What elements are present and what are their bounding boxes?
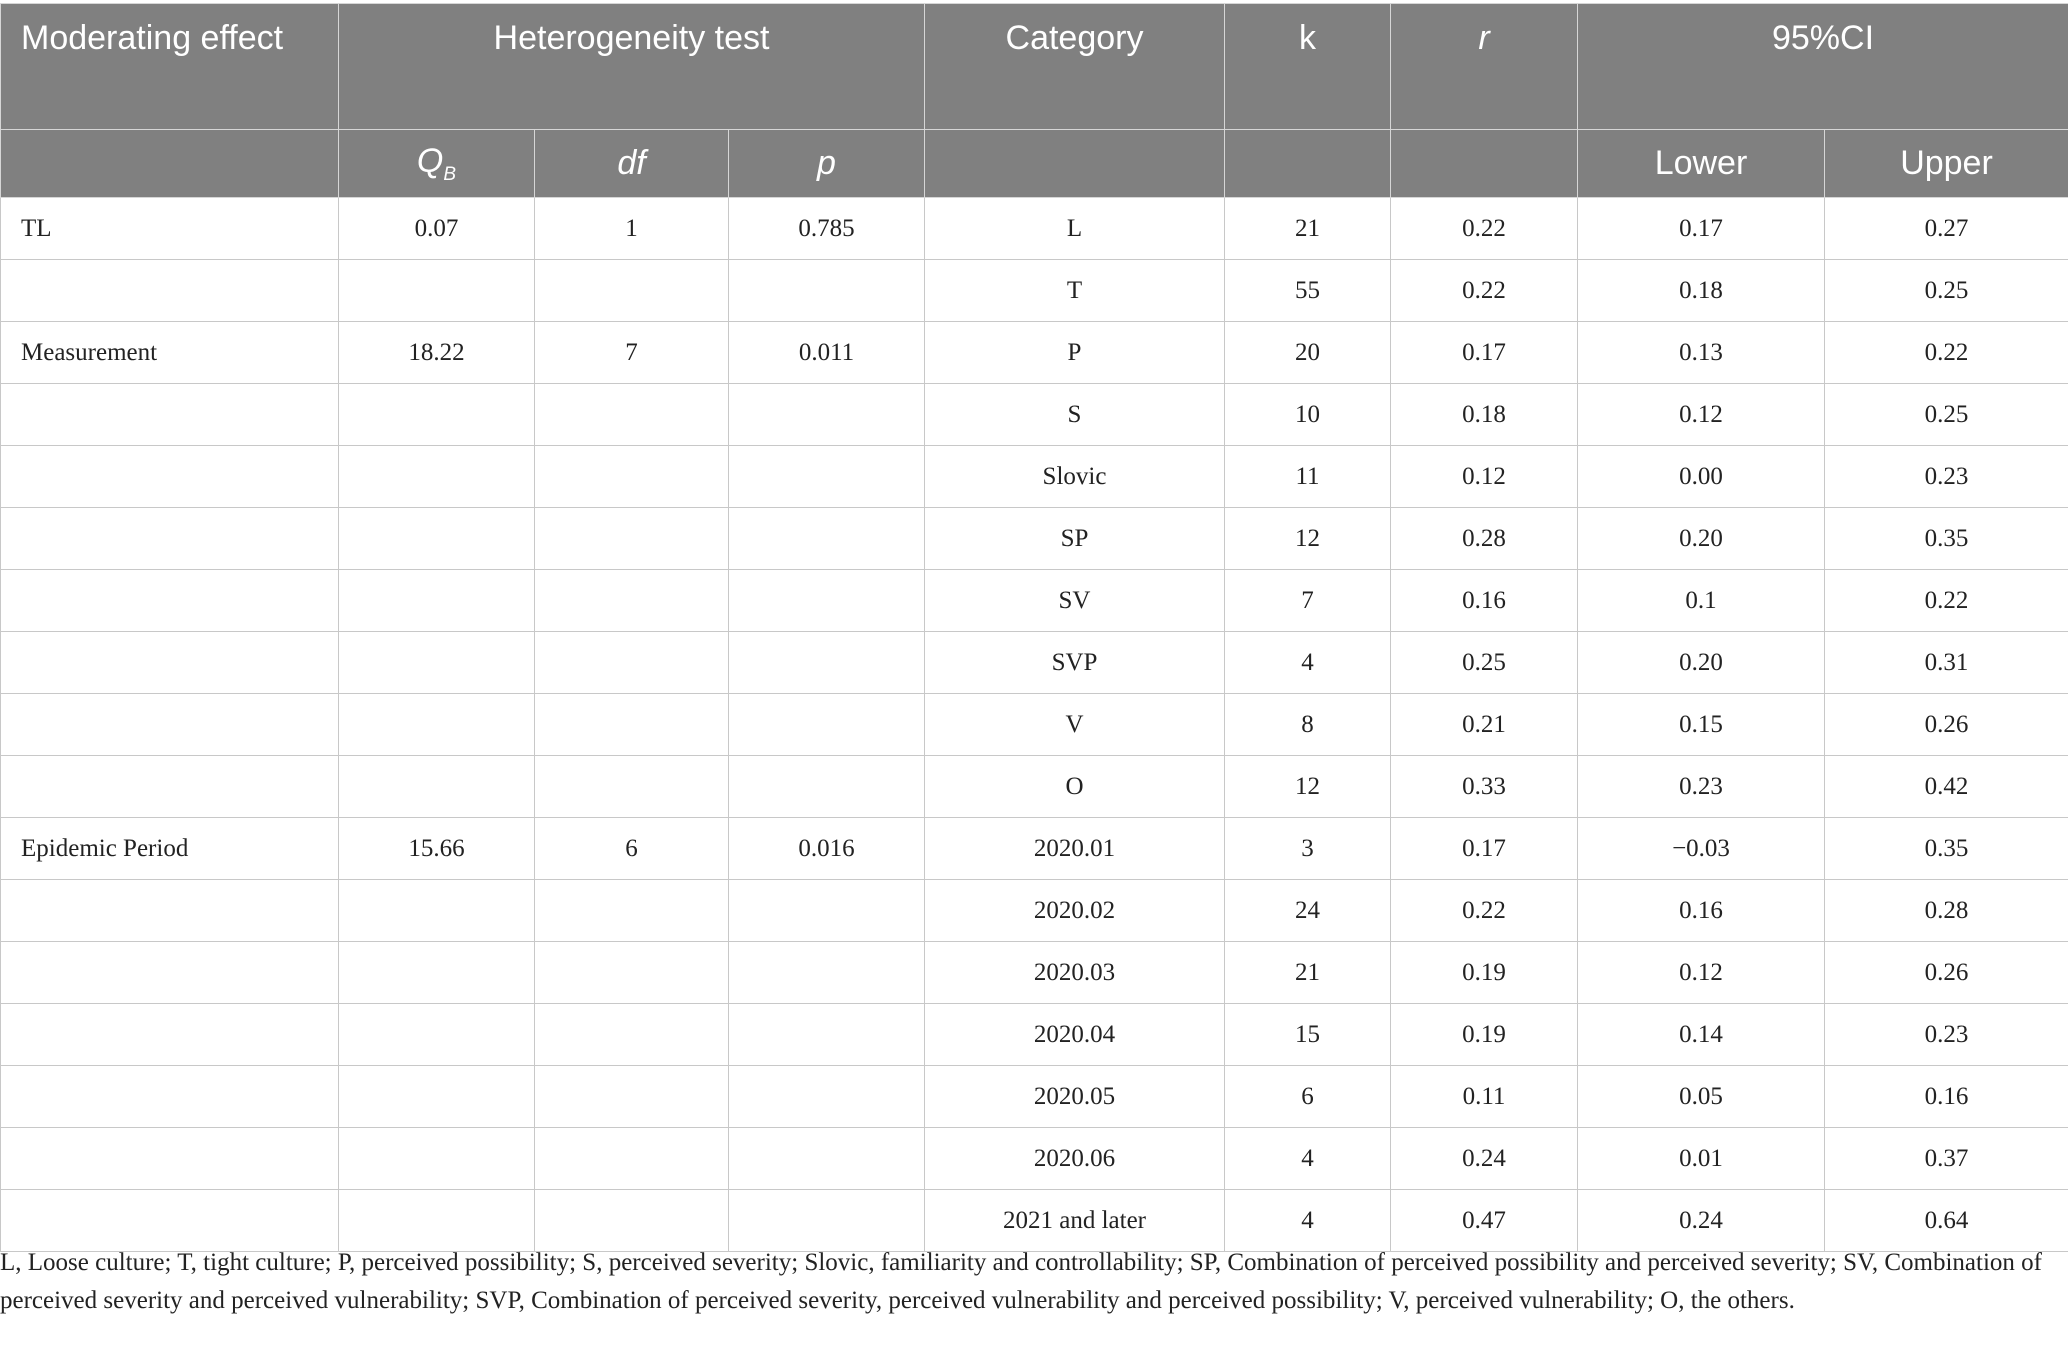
table-row	[1, 1190, 2068, 1252]
table-header	[1, 4, 2068, 198]
cell-ci-lower: 0.1	[1578, 570, 1825, 632]
table-row	[1, 322, 2068, 384]
cell-moderating-effect	[1, 632, 339, 694]
cell-ci-upper: 0.37	[1825, 1128, 2068, 1190]
cell-ci-lower: 0.17	[1578, 198, 1825, 260]
cell-p	[729, 446, 925, 508]
header-empty-k	[1225, 130, 1391, 198]
cell-k: 24	[1225, 880, 1391, 942]
cell-df	[535, 570, 729, 632]
cell-ci-lower: 0.23	[1578, 756, 1825, 818]
header-empty-r	[1391, 130, 1578, 198]
cell-ci-upper: 0.16	[1825, 1066, 2068, 1128]
cell-df	[535, 1128, 729, 1190]
cell-category: Slovic	[925, 446, 1225, 508]
header-df	[535, 130, 729, 198]
cell-p	[729, 508, 925, 570]
table-row	[1, 1128, 2068, 1190]
cell-ci-lower: 0.16	[1578, 880, 1825, 942]
cell-moderating-effect	[1, 384, 339, 446]
table-row	[1, 1066, 2068, 1128]
cell-moderating-effect: Epidemic Period	[1, 818, 339, 880]
cell-r: 0.25	[1391, 632, 1578, 694]
cell-qb	[339, 384, 535, 446]
cell-df	[535, 384, 729, 446]
cell-df: 1	[535, 198, 729, 260]
header-k: k	[1225, 4, 1391, 130]
cell-qb	[339, 632, 535, 694]
cell-r: 0.33	[1391, 756, 1578, 818]
cell-qb: 18.22	[339, 322, 535, 384]
cell-ci-upper: 0.23	[1825, 1004, 2068, 1066]
header-qb-sub: B	[443, 163, 457, 185]
cell-k: 20	[1225, 322, 1391, 384]
header-p	[729, 130, 925, 198]
cell-category: O	[925, 756, 1225, 818]
cell-k: 8	[1225, 694, 1391, 756]
cell-category: 2020.03	[925, 942, 1225, 1004]
cell-category: SP	[925, 508, 1225, 570]
cell-ci-lower: 0.20	[1578, 508, 1825, 570]
cell-category: P	[925, 322, 1225, 384]
table-row	[1, 198, 2068, 260]
cell-r: 0.22	[1391, 198, 1578, 260]
cell-df: 7	[535, 322, 729, 384]
cell-k: 11	[1225, 446, 1391, 508]
cell-moderating-effect: TL	[1, 198, 339, 260]
cell-p	[729, 1128, 925, 1190]
cell-df	[535, 1004, 729, 1066]
cell-r: 0.22	[1391, 880, 1578, 942]
cell-df	[535, 632, 729, 694]
cell-category: SVP	[925, 632, 1225, 694]
table-row	[1, 570, 2068, 632]
cell-qb	[339, 1066, 535, 1128]
table-row	[1, 1004, 2068, 1066]
header-qb-main: Q	[416, 141, 444, 180]
cell-df	[535, 1190, 729, 1252]
cell-qb	[339, 260, 535, 322]
cell-moderating-effect	[1, 570, 339, 632]
cell-p	[729, 632, 925, 694]
cell-ci-lower: 0.14	[1578, 1004, 1825, 1066]
cell-moderating-effect	[1, 694, 339, 756]
cell-category: 2020.01	[925, 818, 1225, 880]
cell-r: 0.11	[1391, 1066, 1578, 1128]
cell-ci-lower: 0.24	[1578, 1190, 1825, 1252]
cell-p	[729, 942, 925, 1004]
cell-r: 0.12	[1391, 446, 1578, 508]
cell-qb: 15.66	[339, 818, 535, 880]
cell-r: 0.47	[1391, 1190, 1578, 1252]
cell-ci-upper: 0.25	[1825, 384, 2068, 446]
table-row	[1, 756, 2068, 818]
cell-df	[535, 880, 729, 942]
cell-qb	[339, 508, 535, 570]
cell-k: 15	[1225, 1004, 1391, 1066]
cell-p: 0.785	[729, 198, 925, 260]
cell-df: 6	[535, 818, 729, 880]
cell-moderating-effect	[1, 260, 339, 322]
cell-p	[729, 1004, 925, 1066]
cell-qb	[339, 446, 535, 508]
cell-qb	[339, 756, 535, 818]
cell-df	[535, 942, 729, 1004]
header-df-label: df	[617, 144, 646, 183]
table-row	[1, 260, 2068, 322]
table-row	[1, 508, 2068, 570]
header-moderating-effect: Moderating effect	[1, 4, 339, 130]
cell-k: 55	[1225, 260, 1391, 322]
cell-p	[729, 260, 925, 322]
cell-ci-lower: 0.20	[1578, 632, 1825, 694]
cell-moderating-effect	[1, 1128, 339, 1190]
cell-category: SV	[925, 570, 1225, 632]
cell-ci-upper: 0.26	[1825, 694, 2068, 756]
cell-ci-upper: 0.25	[1825, 260, 2068, 322]
cell-category: V	[925, 694, 1225, 756]
moderation-table	[0, 3, 2068, 1252]
header-p-label: p	[817, 144, 836, 183]
header-r	[1391, 4, 1578, 130]
header-upper: Upper	[1825, 130, 2068, 198]
cell-category: 2020.06	[925, 1128, 1225, 1190]
cell-moderating-effect	[1, 880, 339, 942]
cell-moderating-effect	[1, 1004, 339, 1066]
cell-k: 3	[1225, 818, 1391, 880]
table-footnote: L, Loose culture; T, tight culture; P, perceived possibility; S, perceived severity; Slovic, familiarity and controllability; SP, Combination of perceived possibility and perceived severity; SV, Combination of perceived severity and perceived vulnerability; SVP, Combination of perceived severity, perceived vulnerability and perceived possibility; V, perceived vulnerability; O, the others.	[0, 1249, 2042, 1314]
cell-ci-upper: 0.31	[1825, 632, 2068, 694]
cell-r: 0.17	[1391, 322, 1578, 384]
cell-category: L	[925, 198, 1225, 260]
cell-moderating-effect	[1, 942, 339, 1004]
cell-ci-lower: 0.01	[1578, 1128, 1825, 1190]
cell-p	[729, 1066, 925, 1128]
cell-qb	[339, 1190, 535, 1252]
cell-ci-lower: 0.15	[1578, 694, 1825, 756]
cell-k: 6	[1225, 1066, 1391, 1128]
cell-r: 0.24	[1391, 1128, 1578, 1190]
cell-k: 21	[1225, 942, 1391, 1004]
table-row	[1, 880, 2068, 942]
table-row	[1, 446, 2068, 508]
cell-moderating-effect	[1, 756, 339, 818]
cell-ci-upper: 0.35	[1825, 818, 2068, 880]
cell-qb: 0.07	[339, 198, 535, 260]
table-row	[1, 694, 2068, 756]
cell-ci-upper: 0.22	[1825, 570, 2068, 632]
cell-moderating-effect	[1, 508, 339, 570]
header-ci: 95%CI	[1578, 4, 2068, 130]
cell-df	[535, 260, 729, 322]
cell-k: 21	[1225, 198, 1391, 260]
cell-r: 0.22	[1391, 260, 1578, 322]
cell-r: 0.19	[1391, 942, 1578, 1004]
cell-k: 10	[1225, 384, 1391, 446]
cell-p	[729, 1190, 925, 1252]
cell-k: 12	[1225, 756, 1391, 818]
cell-category: 2021 and later	[925, 1190, 1225, 1252]
cell-k: 4	[1225, 1190, 1391, 1252]
cell-p	[729, 384, 925, 446]
cell-r: 0.19	[1391, 1004, 1578, 1066]
cell-df	[535, 446, 729, 508]
header-lower: Lower	[1578, 130, 1825, 198]
cell-category: 2020.05	[925, 1066, 1225, 1128]
cell-ci-lower: 0.18	[1578, 260, 1825, 322]
cell-p	[729, 570, 925, 632]
cell-df	[535, 756, 729, 818]
cell-k: 4	[1225, 632, 1391, 694]
cell-moderating-effect	[1, 446, 339, 508]
cell-df	[535, 508, 729, 570]
cell-ci-upper: 0.22	[1825, 322, 2068, 384]
cell-ci-lower: 0.12	[1578, 384, 1825, 446]
cell-k: 12	[1225, 508, 1391, 570]
cell-qb	[339, 880, 535, 942]
cell-p: 0.011	[729, 322, 925, 384]
cell-p	[729, 880, 925, 942]
header-row-top	[1, 4, 2068, 130]
cell-ci-lower: −0.03	[1578, 818, 1825, 880]
header-row-sub	[1, 130, 2068, 198]
cell-r: 0.28	[1391, 508, 1578, 570]
header-heterogeneity-test: Heterogeneity test	[339, 4, 925, 130]
cell-ci-upper: 0.35	[1825, 508, 2068, 570]
cell-ci-lower: 0.00	[1578, 446, 1825, 508]
cell-k: 7	[1225, 570, 1391, 632]
cell-moderating-effect	[1, 1190, 339, 1252]
cell-ci-upper: 0.42	[1825, 756, 2068, 818]
cell-r: 0.18	[1391, 384, 1578, 446]
cell-p: 0.016	[729, 818, 925, 880]
header-empty-category	[925, 130, 1225, 198]
cell-df	[535, 694, 729, 756]
cell-ci-lower: 0.05	[1578, 1066, 1825, 1128]
header-r-label: r	[1478, 19, 1490, 57]
cell-ci-upper: 0.27	[1825, 198, 2068, 260]
cell-ci-lower: 0.13	[1578, 322, 1825, 384]
cell-r: 0.16	[1391, 570, 1578, 632]
cell-r: 0.17	[1391, 818, 1578, 880]
cell-qb	[339, 570, 535, 632]
cell-moderating-effect	[1, 1066, 339, 1128]
cell-category: S	[925, 384, 1225, 446]
table-row	[1, 632, 2068, 694]
header-category: Category	[925, 4, 1225, 130]
cell-df	[535, 1066, 729, 1128]
cell-qb	[339, 694, 535, 756]
cell-category: T	[925, 260, 1225, 322]
cell-qb	[339, 1128, 535, 1190]
cell-category: 2020.04	[925, 1004, 1225, 1066]
cell-category: 2020.02	[925, 880, 1225, 942]
cell-qb	[339, 1004, 535, 1066]
cell-ci-upper: 0.28	[1825, 880, 2068, 942]
cell-ci-upper: 0.64	[1825, 1190, 2068, 1252]
table-row	[1, 384, 2068, 446]
cell-r: 0.21	[1391, 694, 1578, 756]
cell-p	[729, 756, 925, 818]
table-row	[1, 818, 2068, 880]
table-row	[1, 942, 2068, 1004]
cell-p	[729, 694, 925, 756]
cell-qb	[339, 942, 535, 1004]
cell-ci-upper: 0.23	[1825, 446, 2068, 508]
table-body	[1, 198, 2068, 1252]
cell-moderating-effect: Measurement	[1, 322, 339, 384]
header-empty-effect	[1, 130, 339, 198]
header-qb	[339, 130, 535, 198]
cell-ci-lower: 0.12	[1578, 942, 1825, 1004]
cell-k: 4	[1225, 1128, 1391, 1190]
cell-ci-upper: 0.26	[1825, 942, 2068, 1004]
